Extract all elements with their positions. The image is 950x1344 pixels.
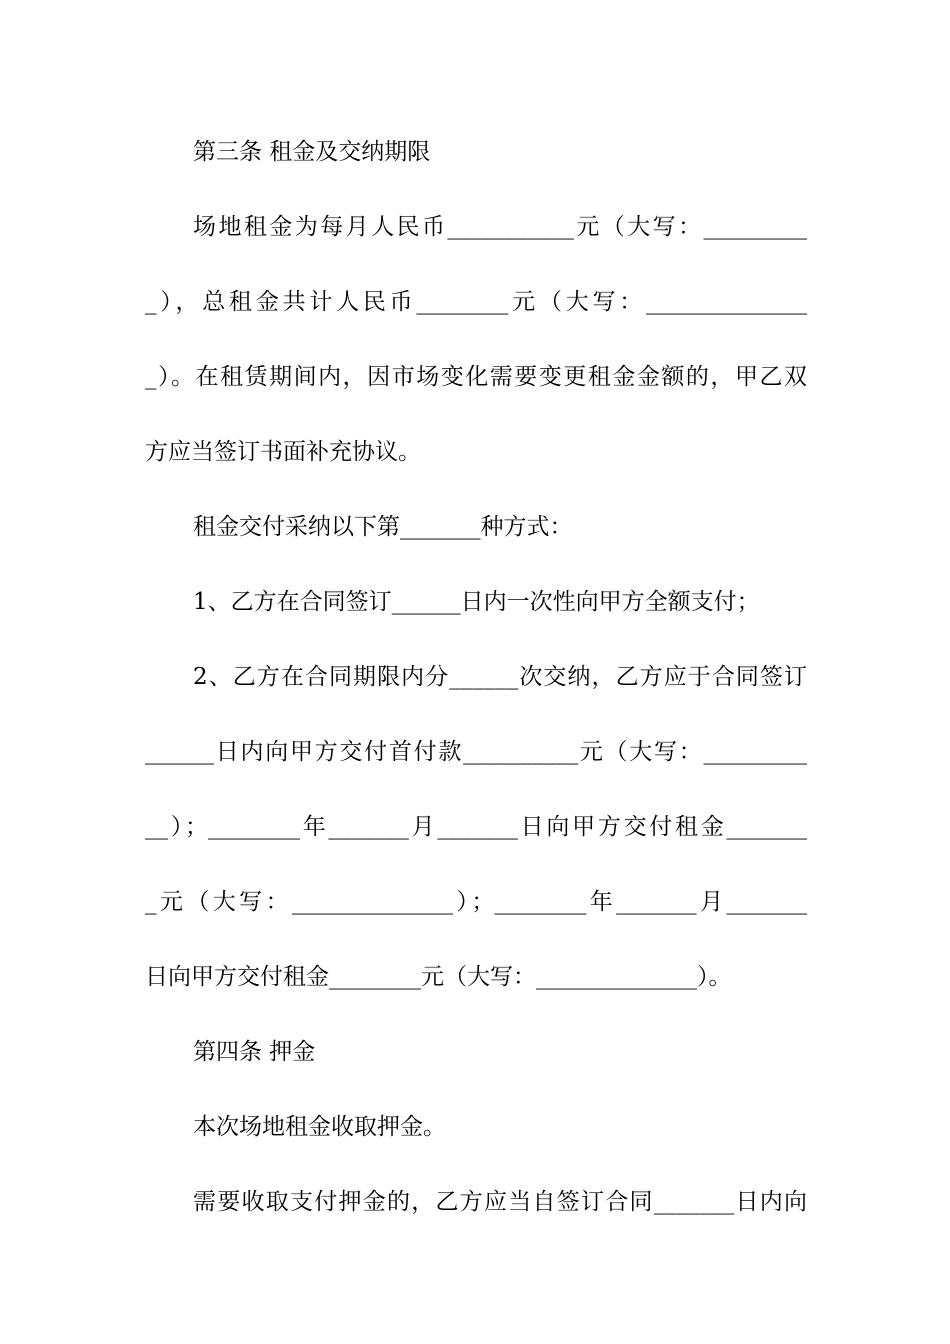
paragraph-line: 方应当签订书面补充协议。 xyxy=(145,439,421,465)
paragraph-line: ______日内向甲方交付首付款__________元（大写：_________ xyxy=(145,739,807,765)
paragraph-line: 需要收取支付押金的，乙方应当自签订合同_______日内向 xyxy=(193,1189,807,1215)
paragraph-line: __）；________年_______月_______日向甲方交付租金_______ xyxy=(145,814,807,840)
list-item: 2、乙方在合同期限内分______次交纳，乙方应于合同签订 xyxy=(193,664,807,690)
paragraph-line: _）。在租赁期间内，因市场变化需要变更租金金额的，甲乙双 xyxy=(145,364,807,390)
paragraph-line: _元（大写：______________）；________年_______月_______ xyxy=(145,889,807,915)
section-heading-deposit: 第四条 押金 xyxy=(193,1039,316,1065)
paragraph-line: 租金交付采纳以下第_______种方式： xyxy=(193,514,573,540)
paragraph-line: 日向甲方交付租金________元（大写：______________）。 xyxy=(145,964,732,990)
list-item: 1、乙方在合同签订______日内一次性向甲方全额支付； xyxy=(193,589,760,615)
section-heading-rent: 第三条 租金及交纳期限 xyxy=(193,139,431,165)
paragraph-line: _），总租金共计人民币________元（大写：______________ xyxy=(145,289,807,315)
paragraph-line: 本次场地租金收取押金。 xyxy=(193,1114,446,1140)
paragraph-line: 场地租金为每月人民币___________元（大写：_________ xyxy=(193,214,807,240)
